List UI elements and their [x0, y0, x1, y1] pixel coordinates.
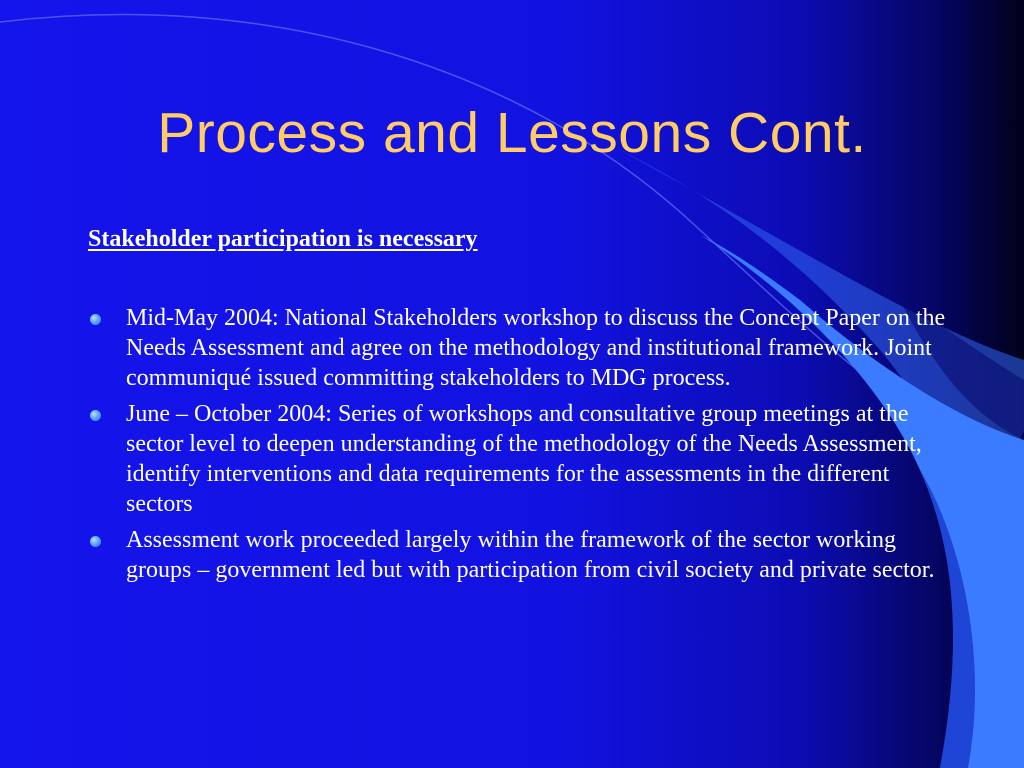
- bullet-dot-icon: [90, 314, 101, 325]
- bullet-item: [88, 303, 948, 393]
- bullet-dot-icon: [90, 536, 101, 547]
- bullet-dot-icon: [90, 410, 101, 421]
- bullet-item: [88, 525, 948, 585]
- bullet-text: June – October 2004: Series of workshops and consultative group meetings at the sector level to deepen understanding of the methodology of the Needs Assessment, identify interventions and data requirements for the assessments in the different sectors: [126, 401, 922, 517]
- slide-subtitle: Stakeholder participation is necessary: [88, 226, 478, 252]
- slide-title: Process and Lessons Cont.: [157, 101, 867, 165]
- bullet-item: [88, 399, 948, 519]
- bullet-list: [88, 303, 948, 585]
- bullet-text: Mid-May 2004: National Stakeholders workshop to discuss the Concept Paper on the Needs Assessment and agree on the methodology and institutional framework. Joint communiqué issued committing stakeholders to MDG process.: [126, 305, 946, 391]
- bullet-text: Assessment work proceeded largely within the framework of the sector working groups – government led but with participation from civil society and private sector.: [126, 527, 935, 583]
